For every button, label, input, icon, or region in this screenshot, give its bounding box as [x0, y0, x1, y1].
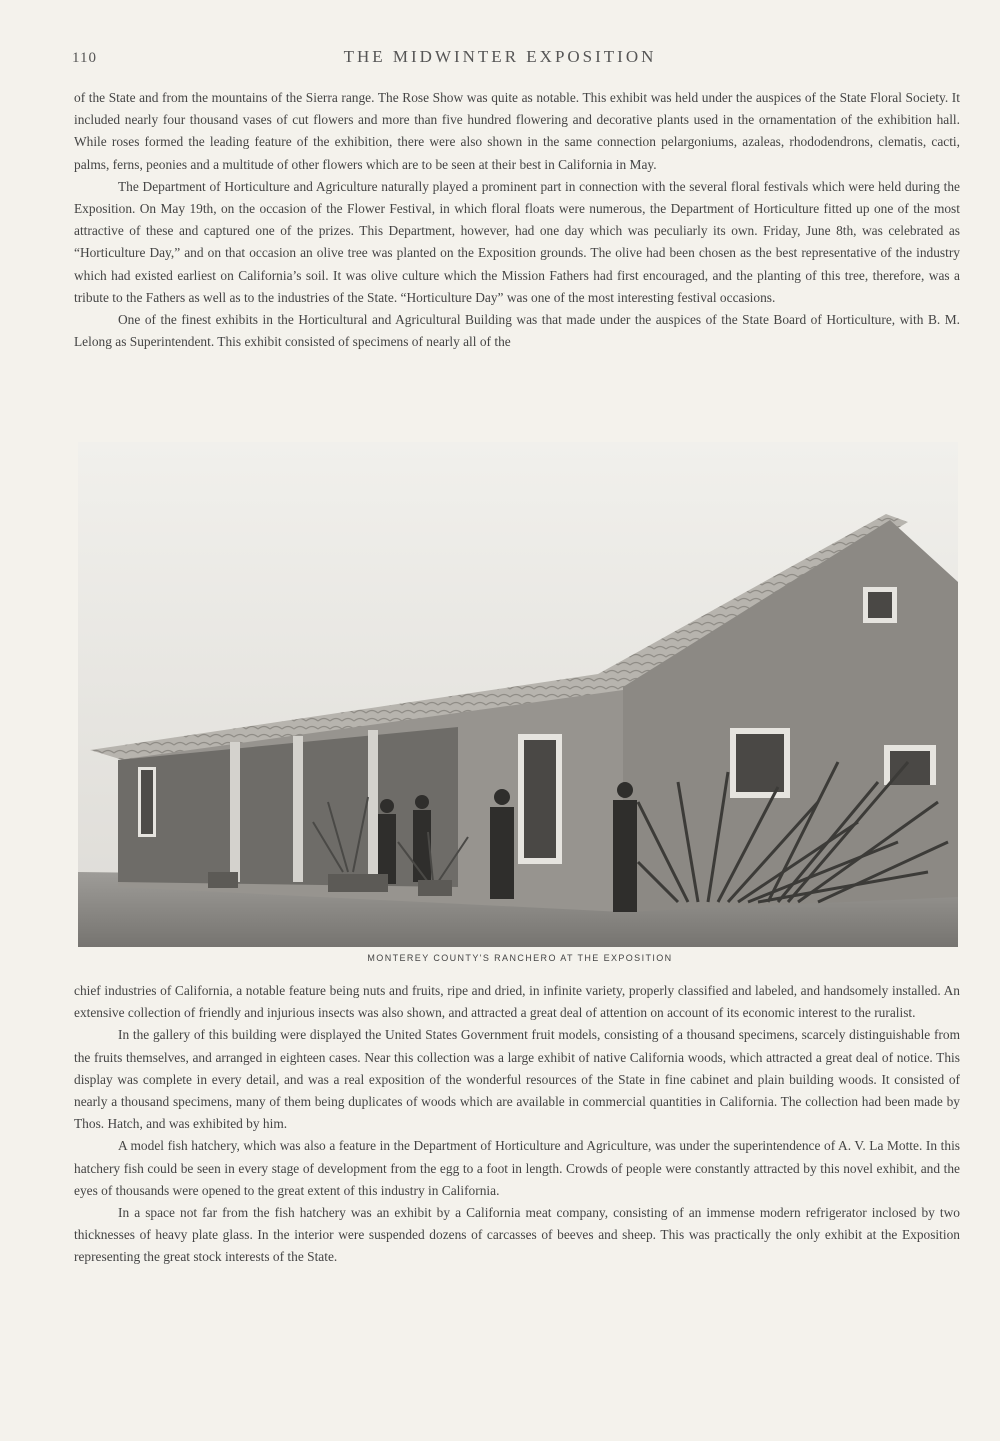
paragraph: The Department of Horticulture and Agriculture naturally played a prominent part in connection with the several floral festivals which were held during the Exposition. On May 19th, on the occasion of the Flower Festival, in which floral floats were numerous, the Department of Horticulture fitted up one of the most attractive of these and captured one of the prizes. This Department, however, had one day which was peculiarly its own. Friday, June 8th, was celebrated as “Horticulture Day,” and on that occasion an olive tree was planted on the Exposition grounds. The olive had been chosen as the best representative of the industry which had existed earliest on California’s soil. It was olive culture which the Mission Fathers had first encouraged, and the planting of this tree, therefore, was a tribute to the Fathers as well as to the industries of the State. “Horticulture Day” was one of the most interesting festival occasions.: [74, 178, 960, 305]
figure-caption: MONTEREY COUNTY'S RANCHERO AT THE EXPOSITION: [367, 953, 673, 963]
running-head: THE MIDWINTER EXPOSITION: [343, 47, 657, 66]
paragraph: of the State and from the mountains of the Sierra range. The Rose Show was quite as notable. This exhibit was held under the auspices of the State Floral Society. It included nearly four thousand vases of cut flowers and more than five hundred flowering and decorative plants used in the ornamentation of the exhibition hall. While roses formed the leading feature of the exhibition, there were also shown in the same connection pelargoniums, azaleas, rhododendrons, clematis, cacti, palms, ferns, peonies and a multitude of other flowers which are to be seen at their best in California in May.: [74, 90, 960, 172]
paragraph: One of the finest exhibits in the Horticultural and Agricultural Building was that made under the auspices of the State Board of Horticulture, with B. M. Lelong as Superintendent. This exhibit consisted of specimens of nearly all of the: [74, 312, 960, 350]
ranchero-photograph: [78, 442, 958, 947]
paragraph: In a space not far from the fish hatchery was an exhibit by a California meat company, consisting of an immense modern refrigerator inclosed by two thicknesses of heavy plate glass. In the interior were suspended dozens of carcasses of beeves and sheep. This was practically the only exhibit at the Exposition representing the great stock interests of the State.: [74, 1205, 960, 1265]
paragraph: chief industries of California, a notable feature being nuts and fruits, ripe and dried, in infinite variety, properly classified and labeled, and handsomely installed. An extensive collection of friendly and injurious insects was also shown, and attracted a great deal of attention on account of its economic interest to the ruralist.: [74, 983, 960, 1021]
paragraph: In the gallery of this building were displayed the United States Government fruit models, consisting of a thousand specimens, scarcely distinguishable from the fruits themselves, and arranged in eighteen cases. Near this collection was a large exhibit of native California woods, which attracted a great deal of notice. This display was complete in every detail, and was a real exposition of the wonderful resources of the State in fine cabinet and plain building woods. It consisted of nearly a thousand specimens, many of them being duplicates of woods which are available in commercial quantities in California. The collection had been made by Thos. Hatch, and was exhibited by him.: [74, 1027, 960, 1132]
text-block-top: [74, 87, 960, 353]
text-block-bottom: [74, 980, 960, 1269]
paragraph: A model fish hatchery, which was also a feature in the Department of Horticulture and Agriculture, was under the superintendence of A. V. La Motte. In this hatchery fish could be seen in every stage of development from the egg to a foot in length. Crowds of people were constantly attracted by this novel exhibit, and the eyes of thousands were opened to the great extent of this industry in California.: [74, 1138, 960, 1198]
page-number: 110: [72, 50, 97, 66]
